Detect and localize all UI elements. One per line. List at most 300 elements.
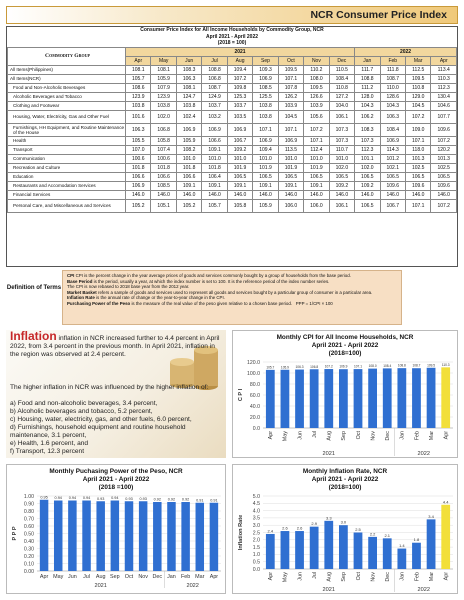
data-label: 0.92 <box>181 497 190 502</box>
cpi-chart-title: Monthly CPI for All Income Households, NCR <box>276 334 414 341</box>
data-label: 3.0 <box>340 519 347 525</box>
x-tick-label: Feb <box>180 574 191 580</box>
cpi-cell: 106.5 <box>278 172 303 181</box>
cpi-cell: 128.6 <box>380 92 405 101</box>
def-rebased: The CPI is now rebased to 2018 base year from the 2012 year. <box>67 284 190 290</box>
cpi-cell: 110.5 <box>329 65 354 74</box>
cpi-cell: 105.2 <box>176 199 201 212</box>
cpi-cell: 102.5 <box>431 163 457 172</box>
cpi-cell: 102.0 <box>355 163 380 172</box>
cpi-cell: 127.2 <box>329 92 354 101</box>
month-header: Nov <box>304 56 329 65</box>
x-tick-label: Apr <box>39 574 49 580</box>
inflation-paragraph <box>10 329 220 359</box>
cpi-cell: 109.2 <box>329 181 354 190</box>
cpi-cell: 109.6 <box>405 181 430 190</box>
x-tick-label: Jun <box>297 572 304 581</box>
cpi-cell: 146.0 <box>176 190 201 199</box>
table-row <box>8 154 457 163</box>
cpi-cell: 106.1 <box>329 110 354 123</box>
x-tick-label: Nov <box>370 572 377 582</box>
definitions-box <box>62 270 402 325</box>
ppp-chart-note: (2018 =100) <box>98 484 134 491</box>
bar <box>397 549 406 569</box>
year-label: 2021 <box>322 451 335 457</box>
data-label: 0.93 <box>125 496 133 501</box>
bar <box>295 370 304 428</box>
ppp-chart-plot <box>7 465 227 595</box>
cpi-cell: 108.7 <box>202 83 227 92</box>
ppp-chart-title: Monthly Puchasing Power of the Peso, NCR <box>49 468 183 475</box>
cpi-cell: 104.5 <box>278 110 303 123</box>
data-label: 107.1 <box>354 364 362 369</box>
cpi-cell: 112.3 <box>355 145 380 154</box>
cpi-cell: 146.0 <box>329 190 354 199</box>
data-label: 0.94 <box>54 496 62 500</box>
cpi-cell: 146.0 <box>126 190 151 199</box>
cpi-cell: 106.5 <box>431 172 457 181</box>
cpi-cell: 103.8 <box>253 101 278 110</box>
def-base-label: Base Period <box>67 278 93 284</box>
cpi-cell: 101.9 <box>278 163 303 172</box>
cpi-cell: 106.5 <box>355 199 380 212</box>
y-tick-label: 0.30 <box>23 546 34 553</box>
cpi-chart <box>232 330 458 458</box>
x-tick-label: Apr <box>443 572 450 581</box>
cpi-cell: 110.8 <box>329 83 354 92</box>
bar <box>339 525 348 569</box>
bar <box>441 505 450 569</box>
inflation-contributor-item: f) Transport, 12.3 percent <box>10 448 85 455</box>
cpi-cell: 106.6 <box>126 172 151 181</box>
cpi-cell: 101.8 <box>151 163 176 172</box>
bar <box>153 502 161 571</box>
table-row <box>8 123 457 136</box>
x-tick-label: Jul <box>311 431 318 438</box>
cpi-cell: 106.5 <box>380 172 405 181</box>
cpi-cell: 105.6 <box>304 110 329 123</box>
cpi-cell: 101.3 <box>405 154 430 163</box>
cpi-cell: 107.1 <box>278 74 303 83</box>
table-row <box>8 163 457 172</box>
table-period: April 2021 - April 2022 <box>205 33 259 40</box>
y-tick-label: 80.0 <box>249 381 260 388</box>
cpi-cell: 106.4 <box>202 172 227 181</box>
y-tick-label: 5.0 <box>252 493 260 500</box>
cpi-cell: 107.3 <box>355 136 380 145</box>
data-label: 109.5 <box>427 363 436 368</box>
y-tick-label: 1.0 <box>252 552 260 559</box>
table-row <box>8 190 457 199</box>
cpi-cell: 108.5 <box>151 181 176 190</box>
y-axis-label: Inflation Rate <box>238 514 244 551</box>
commodity-label: Education <box>8 172 126 181</box>
cpi-cell: 109.1 <box>202 181 227 190</box>
inflation-chart-note: (2018=100) <box>328 484 362 491</box>
cpi-cell: 102.0 <box>151 110 176 123</box>
definitions-title: Definition of Terms <box>6 285 62 291</box>
data-label: 2.4 <box>267 528 274 534</box>
bar <box>412 368 421 428</box>
data-label: 1.8 <box>413 537 420 543</box>
cpi-cell: 101.8 <box>176 163 201 172</box>
x-tick-label: Apr <box>443 431 450 440</box>
def-ppp-text: is the measure of the real value of the peso given relative to a chosen base period. <box>131 300 293 306</box>
bar <box>354 369 363 428</box>
cpi-cell: 108.3 <box>176 65 201 74</box>
cpi-cell: 105.1 <box>151 199 176 212</box>
cpi-cell: 107.2 <box>431 136 457 145</box>
bar <box>427 368 436 428</box>
cpi-cell: 103.7 <box>227 101 252 110</box>
bar <box>281 531 290 569</box>
cpi-cell: 106.7 <box>380 199 405 212</box>
cpi-chart-subtitle: April 2021 - April 2022 <box>311 342 379 349</box>
cpi-cell: 107.3 <box>329 123 354 136</box>
cpi-cell: 106.5 <box>355 172 380 181</box>
data-label: 0.95 <box>40 495 48 500</box>
cpi-cell: 107.1 <box>253 123 278 136</box>
ppp-chart <box>6 464 226 594</box>
data-label: 0.93 <box>139 496 147 501</box>
x-tick-label: Jul <box>311 572 318 579</box>
cpi-cell: 107.1 <box>405 199 430 212</box>
cpi-cell: 105.8 <box>227 199 252 212</box>
cpi-cell: 109.5 <box>278 65 303 74</box>
y-tick-label: 1.00 <box>23 493 34 500</box>
cpi-cell: 108.8 <box>202 65 227 74</box>
cpi-cell: 106.7 <box>227 136 252 145</box>
table-row <box>8 110 457 123</box>
bar <box>368 537 377 569</box>
x-tick-label: Aug <box>95 574 106 580</box>
cpi-cell: 107.1 <box>278 123 303 136</box>
data-label: 110.3 <box>441 362 450 367</box>
cpi-cell: 146.0 <box>355 190 380 199</box>
cpi-cell: 106.2 <box>355 110 380 123</box>
cpi-cell: 110.0 <box>380 83 405 92</box>
cpi-cell: 107.1 <box>304 136 329 145</box>
commodity-label: Recreation and Culture <box>8 163 126 172</box>
cpi-cell: 146.0 <box>304 190 329 199</box>
data-label: 0.91 <box>210 498 218 503</box>
cpi-cell: 108.1 <box>151 65 176 74</box>
year-header: 2021 <box>126 47 355 56</box>
table-row <box>8 92 457 101</box>
x-tick-label: Jan <box>399 572 406 581</box>
cpi-cell: 109.6 <box>431 123 457 136</box>
cpi-cell: 104.5 <box>405 101 430 110</box>
cpi-cell: 106.5 <box>405 172 430 181</box>
bar <box>310 369 319 428</box>
commodity-label: Health <box>8 136 126 145</box>
cpi-cell: 105.2 <box>126 199 151 212</box>
cpi-cell: 107.3 <box>329 136 354 145</box>
data-label: 3.4 <box>428 513 434 519</box>
cpi-cell: 102.4 <box>176 110 201 123</box>
cpi-cell: 109.1 <box>253 181 278 190</box>
cpi-cell: 101.0 <box>278 154 303 163</box>
bar <box>324 521 333 569</box>
y-tick-label: 0.70 <box>23 516 34 523</box>
month-header: Feb <box>380 56 405 65</box>
cpi-cell: 103.5 <box>227 110 252 123</box>
cpi-cell: 101.2 <box>380 154 405 163</box>
cpi-cell: 108.1 <box>176 83 201 92</box>
x-tick-label: Aug <box>326 431 333 441</box>
commodity-label: Alcoholic Beverages and Tobacco <box>8 92 126 101</box>
cpi-cell: 103.7 <box>202 101 227 110</box>
data-label: 0.91 <box>196 498 204 503</box>
cpi-cell: 101.8 <box>202 163 227 172</box>
bar <box>368 369 377 428</box>
cpi-cell: 104.6 <box>431 101 457 110</box>
x-tick-label: May <box>282 572 289 583</box>
year-label: 2022 <box>417 587 430 593</box>
month-header: Dec <box>329 56 354 65</box>
data-label: 106.8 <box>310 364 319 369</box>
inflation-contributor-item: c) Housing, water, electricity, gas, and other fuels, 6.0 percent, <box>10 416 192 423</box>
cpi-cell: 103.9 <box>304 101 329 110</box>
cpi-cell: 107.7 <box>431 110 457 123</box>
table-year-row <box>8 47 457 56</box>
x-tick-label: Sep <box>110 574 120 580</box>
commodity-label: Restaurants and Accomodation Services <box>8 181 126 190</box>
x-tick-label: Apr <box>268 572 275 581</box>
cpi-cell: 101.8 <box>126 163 151 172</box>
cpi-cell: 146.0 <box>151 190 176 199</box>
cpi-table <box>7 47 457 213</box>
x-tick-label: May <box>53 574 64 580</box>
x-tick-label: Feb <box>414 431 421 441</box>
data-label: 108.4 <box>383 363 392 368</box>
bar <box>339 369 348 428</box>
y-tick-label: 3.0 <box>252 523 260 529</box>
x-tick-label: Mar <box>428 431 435 441</box>
cpi-cell: 108.6 <box>126 83 151 92</box>
cpi-cell: 111.7 <box>355 65 380 74</box>
cpi-cell: 146.0 <box>202 190 227 199</box>
cpi-cell: 109.0 <box>405 123 430 136</box>
cpi-cell: 113.5 <box>278 145 303 154</box>
data-label: 0.94 <box>68 496 77 500</box>
bar <box>441 367 450 428</box>
cpi-cell: 109.5 <box>405 74 430 83</box>
inflation-contributor-item: d) Furnishings, household equipment and routine household maintenance, 3.1 percent, <box>10 424 186 439</box>
inflation-contributors-intro: The higher inflation in NCR was influenced by the higher inflation of: <box>10 384 209 391</box>
x-tick-label: Feb <box>414 572 421 582</box>
cpi-cell: 109.3 <box>253 65 278 74</box>
cpi-cell: 106.9 <box>253 74 278 83</box>
x-tick-label: Mar <box>428 572 435 582</box>
def-inflation-text: is the annual rate of change or the year-to-year change in the CPI. <box>96 295 225 301</box>
data-label: 2.6 <box>282 525 288 531</box>
y-tick-label: 4.5 <box>252 501 260 508</box>
commodity-label: Clothing and Footwear <box>8 101 126 110</box>
data-label: 0.92 <box>153 497 162 502</box>
month-header: Jan <box>355 56 380 65</box>
cpi-cell: 108.8 <box>355 74 380 83</box>
cpi-cell: 100.6 <box>151 154 176 163</box>
x-tick-label: Nov <box>370 431 377 441</box>
x-tick-label: Jan <box>167 574 176 580</box>
cpi-cell: 103.8 <box>253 110 278 123</box>
cpi-cell: 109.4 <box>253 145 278 154</box>
cpi-cell: 106.8 <box>151 123 176 136</box>
def-base-text: is the period, usually a year, at which the index number is set to 100. It is the reference period of the index number series. <box>93 278 330 284</box>
bar <box>167 502 175 571</box>
cpi-cell: 101.0 <box>304 154 329 163</box>
y-tick-label: 0.40 <box>23 538 34 545</box>
table-base: (2018 = 100) <box>217 40 247 46</box>
inflation-contributor-item: e) Health, 1.6 percent, and <box>10 440 89 447</box>
cpi-cell: 107.0 <box>126 145 151 154</box>
cpi-cell: 107.4 <box>151 145 176 154</box>
x-tick-label: Apr <box>209 574 219 580</box>
x-tick-label: Oct <box>355 572 362 581</box>
commodity-label: All Items(NCR) <box>8 74 126 83</box>
cpi-cell: 124.7 <box>176 92 201 101</box>
year-label: 2022 <box>186 583 199 589</box>
month-header: Aug <box>227 56 252 65</box>
inflation-contributor-item: a) Food and non-alcoholic beverages, 3.4 percent, <box>10 400 158 407</box>
cpi-cell: 103.8 <box>151 101 176 110</box>
commodity-label: Furnishings, HH Equipment, and Routine Maintenance of the House <box>8 123 126 136</box>
cpi-cell: 106.9 <box>202 123 227 136</box>
cpi-cell: 105.9 <box>176 136 201 145</box>
cpi-cell: 103.9 <box>278 101 303 110</box>
cpi-cell: 102.1 <box>380 163 405 172</box>
cpi-cell: 146.0 <box>278 190 303 199</box>
cpi-cell: 103.8 <box>176 101 201 110</box>
month-header: Mar <box>405 56 430 65</box>
cpi-cell: 106.9 <box>176 123 201 136</box>
table-row <box>8 181 457 190</box>
cpi-cell: 108.2 <box>176 145 201 154</box>
month-header: Apr <box>126 56 151 65</box>
month-header: Jun <box>176 56 201 65</box>
cpi-cell: 101.0 <box>202 154 227 163</box>
table-row <box>8 83 457 92</box>
bar <box>82 501 90 572</box>
cpi-cell: 106.9 <box>227 123 252 136</box>
year-label: 2021 <box>94 583 107 589</box>
cpi-cell: 104.3 <box>355 101 380 110</box>
data-label: 3.3 <box>325 515 332 521</box>
cpi-cell: 113.4 <box>431 65 457 74</box>
cpi-cell: 109.5 <box>304 83 329 92</box>
cpi-cell: 106.9 <box>253 136 278 145</box>
y-tick-label: 20.0 <box>249 414 260 421</box>
cpi-cell: 107.8 <box>278 83 303 92</box>
bar <box>266 370 275 428</box>
month-header: Sep <box>253 56 278 65</box>
y-tick-label: 0.20 <box>23 553 34 560</box>
month-header: Apr <box>431 56 457 65</box>
data-label: 1.4 <box>399 543 405 549</box>
cpi-cell: 112.5 <box>405 65 430 74</box>
bar <box>111 501 119 572</box>
bar <box>310 527 319 569</box>
cpi-cell: 114.3 <box>380 145 405 154</box>
y-tick-label: 3.5 <box>252 515 260 522</box>
data-label: 2.6 <box>296 525 303 531</box>
y-axis-label: C P I <box>238 388 244 402</box>
cpi-cell: 106.8 <box>202 74 227 83</box>
cpi-cell: 120.2 <box>431 145 457 154</box>
cpi-cell: 101.0 <box>329 154 354 163</box>
cpi-cell: 109.6 <box>380 181 405 190</box>
cpi-cell: 108.5 <box>253 83 278 92</box>
bar <box>139 501 147 571</box>
bar <box>324 369 333 428</box>
page-banner <box>6 6 458 24</box>
commodity-label: Housing, Water, Electricity, Gas and Other Fuel <box>8 110 126 123</box>
month-header: May <box>151 56 176 65</box>
inflation-summary <box>6 330 226 458</box>
data-label: 108.7 <box>412 363 421 368</box>
y-tick-label: 0.0 <box>252 566 260 573</box>
data-label: 108.8 <box>397 363 406 368</box>
cpi-cell: 109.1 <box>227 181 252 190</box>
inflation-heading: Inflation <box>10 329 57 343</box>
x-tick-label: Apr <box>268 431 275 440</box>
cpi-cell: 125.5 <box>253 92 278 101</box>
y-tick-label: 60.0 <box>249 392 260 399</box>
cpi-cell: 106.1 <box>329 199 354 212</box>
month-header: Oct <box>278 56 303 65</box>
y-tick-label: 100.0 <box>247 370 260 377</box>
data-label: 2.1 <box>384 532 391 538</box>
x-tick-label: Sep <box>341 572 348 582</box>
data-label: 0.94 <box>82 496 91 500</box>
cpi-cell: 106.5 <box>253 172 278 181</box>
cpi-cell: 109.1 <box>304 181 329 190</box>
cpi-cell: 110.8 <box>405 83 430 92</box>
y-tick-label: 0.90 <box>23 501 34 508</box>
data-label: 105.7 <box>266 365 275 370</box>
cpi-cell: 101.1 <box>355 154 380 163</box>
table-row <box>8 199 457 212</box>
def-basket-label: Market Basket <box>67 289 97 295</box>
cpi-cell: 107.2 <box>431 199 457 212</box>
cpi-cell: 101.0 <box>176 154 201 163</box>
cpi-cell: 105.9 <box>253 199 278 212</box>
y-tick-label: 2.5 <box>252 530 260 537</box>
table-row <box>8 172 457 181</box>
table-row <box>8 65 457 74</box>
ppp-chart-subtitle: April 2021 - April 2022 <box>82 476 150 483</box>
def-basket-text: refers a sample of goods and services used to represent all goods and services bought by a particular group of consumer in a particular area. <box>98 289 373 295</box>
def-ppp <box>67 301 397 307</box>
bar <box>397 368 406 428</box>
cpi-cell: 128.0 <box>355 92 380 101</box>
cpi-cell: 108.4 <box>380 123 405 136</box>
cpi-cell: 108.0 <box>304 74 329 83</box>
data-label: 106.9 <box>339 364 348 369</box>
bar <box>281 370 290 428</box>
cpi-cell: 108.4 <box>329 74 354 83</box>
month-header: Jul <box>202 56 227 65</box>
inflation-contributor-item: b) Alcoholic beverages and tobacco, 5.2 percent, <box>10 408 153 415</box>
bar <box>196 503 204 571</box>
data-label: 4.4 <box>442 499 449 505</box>
cpi-cell: 107.2 <box>405 110 430 123</box>
cpi-cell: 106.0 <box>304 199 329 212</box>
commodity-label: Transport <box>8 145 126 154</box>
bar <box>181 502 189 571</box>
cpi-cell: 146.0 <box>405 190 430 199</box>
